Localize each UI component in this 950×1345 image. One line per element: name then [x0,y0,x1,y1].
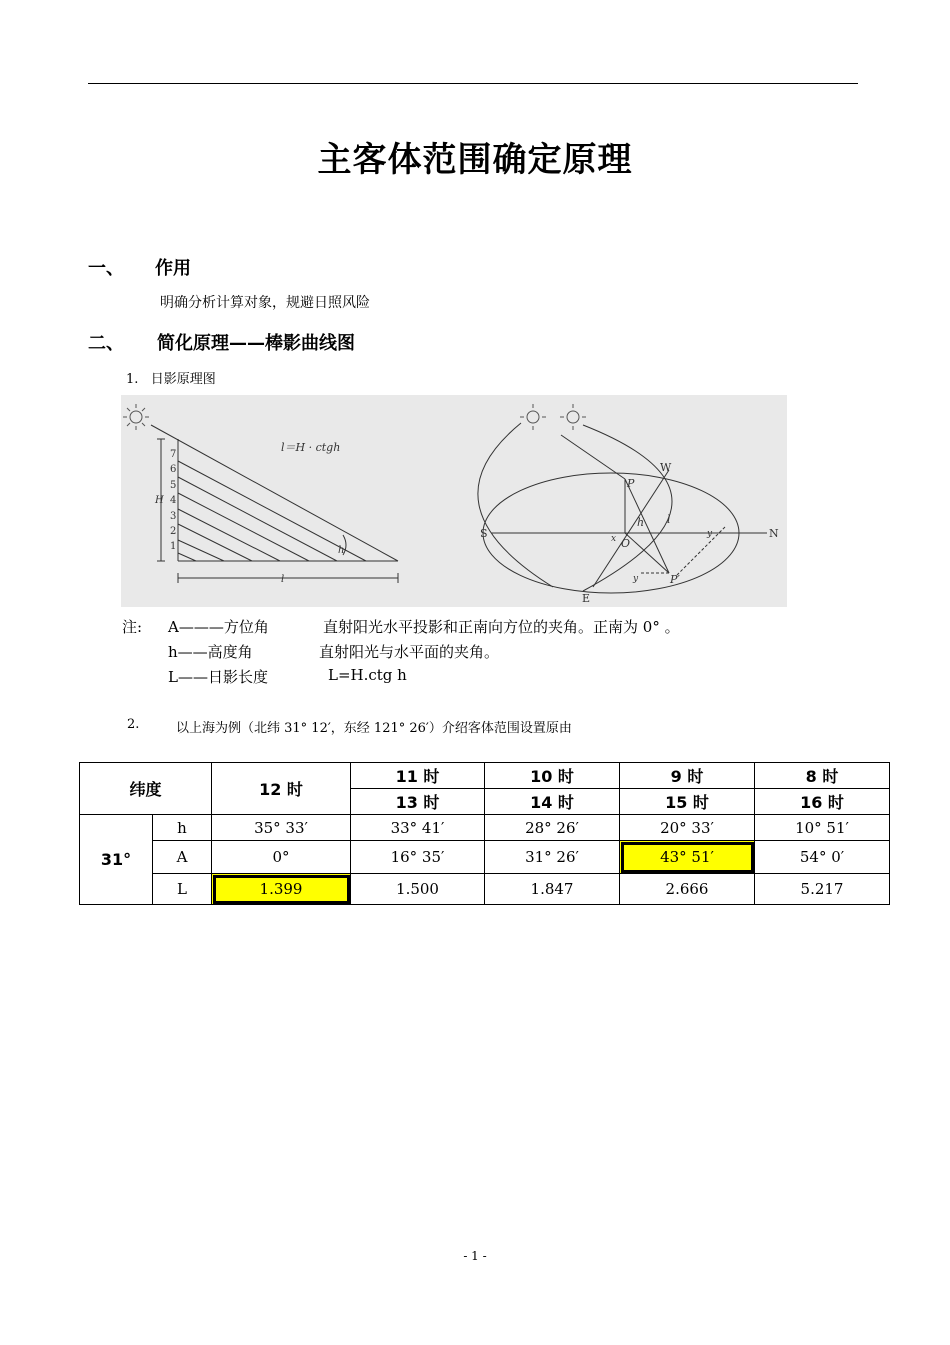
table-cell: 1.847 [485,874,620,905]
label-y-2: y [633,574,639,584]
table-cell: 0° [212,841,351,874]
tick-3: 3 [170,511,177,522]
shadow-principle-figure [121,395,787,607]
header-pm-14: 14 时 [485,789,620,815]
note3-label: L——日影长度 [168,668,268,686]
left-sun-icon [123,404,149,430]
table-cell: 1.500 [351,874,485,905]
table-cell: 54° 0′ [755,841,890,874]
tick-2: 2 [170,526,177,537]
note2-label: h——高度角 [168,643,253,661]
label-h: h [338,545,345,556]
section2-heading: 简化原理——棒影曲线图 [157,333,355,354]
label-y: y [707,529,713,539]
label-S: S [480,527,488,540]
tick-5: 5 [170,480,177,491]
table-cell: 28° 26′ [485,815,620,841]
section1-heading: 作用 [155,258,191,279]
sun-angle-table [79,762,890,905]
section1-number: 一、 [88,258,124,279]
note2-desc: 直射阳光与水平面的夹角。 [319,643,500,661]
label-l-right: l [667,513,671,526]
header-pm-15: 15 时 [620,789,755,815]
label-O: O [621,537,631,550]
param-h: h [153,815,212,841]
label-W: W [660,461,672,474]
header-noon: 12 时 [212,763,351,815]
header-am-9: 9 时 [620,763,755,789]
table-cell: 10° 51′ [755,815,890,841]
param-A: A [153,841,212,874]
header-pm-13: 13 时 [351,789,485,815]
label-l: l [281,574,285,585]
table-cell: 20° 33′ [620,815,755,841]
tick-1: 1 [170,541,177,552]
label-H: H [155,495,164,506]
label-x: x [611,534,617,544]
highlighted-cell-azimuth: 43° 51′ [620,841,755,874]
table-cell: 33° 41′ [351,815,485,841]
figure-svg [121,395,787,607]
label-h-right: h [637,516,645,529]
table-cell: 2.666 [620,874,755,905]
param-L: L [153,874,212,905]
note1-label: A———方位角 [168,618,269,636]
section1-body: 明确分析计算对象，规避日照风险 [160,295,370,311]
label-N: N [769,527,779,540]
highlighted-cell-shadow: 1.399 [212,874,351,905]
header-am-8: 8 时 [755,763,890,789]
latitude-cell: 31° [80,815,153,905]
page-number: - 1 - [463,1249,487,1263]
table-cell: 5.217 [755,874,890,905]
tick-6: 6 [170,464,177,475]
note1-desc: 直射阳光水平投影和正南向方位的夹角。正南为 0° 。 [323,618,680,636]
header-am-10: 10 时 [485,763,620,789]
tick-4: 4 [170,495,177,506]
section2-number: 二、 [88,333,124,354]
item1-caption: 1. 日影原理图 [126,372,216,387]
table-cell: 35° 33′ [212,815,351,841]
tick-7: 7 [170,449,177,460]
header-pm-16: 16 时 [755,789,890,815]
page-title: 主客体范围确定原理 [317,140,633,180]
label-P-prime: P′ [670,573,680,586]
header-rule [88,83,858,84]
label-E: E [582,592,591,605]
right-sun-icon-2 [560,404,586,430]
header-latitude: 纬度 [80,763,212,815]
item2-number: 2. [127,717,140,732]
label-P: P [627,477,635,490]
note-prefix: 注: [122,618,143,636]
formula: l＝H · ctgh [281,441,341,454]
header-am-11: 11 时 [351,763,485,789]
table-cell: 16° 35′ [351,841,485,874]
right-sun-icon-1 [520,404,546,430]
item2-text: 以上海为例（北纬 31° 12′，东经 121° 26′）介绍客体范围设置原由 [176,721,572,736]
note3-desc: L=H.ctg h [328,666,407,684]
table-cell: 31° 26′ [485,841,620,874]
